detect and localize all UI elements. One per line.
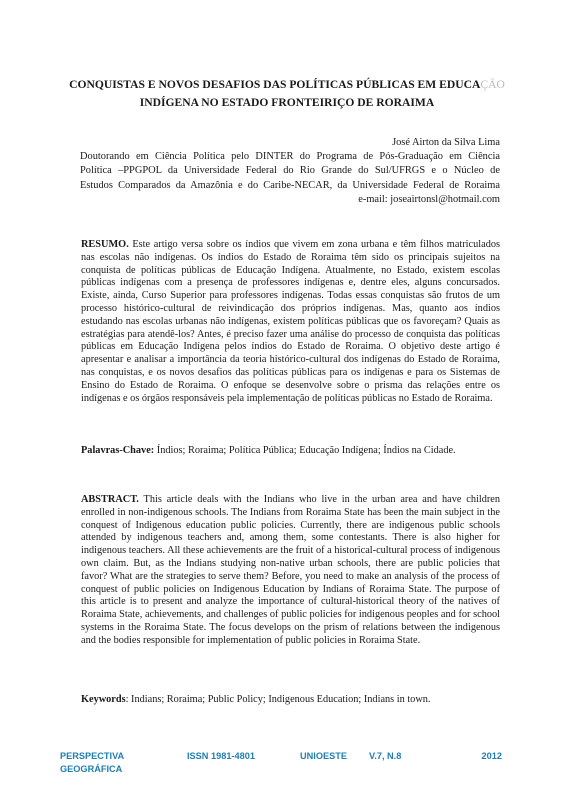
title-line-1 bbox=[60, 76, 514, 94]
article-title bbox=[60, 76, 514, 112]
resumo-text: Este artigo versa sobre os índios que vivem em zona urbana e têm filhos matriculados nas escolas não indígenas. Os índios do Estado de Roraima têm sido os principais sujeitos na conquista de políticas públicas de Educação Indígena. Atualmente, no Estado, existem escolas públicas indígenas com a presença de professores indígenas e, dentre eles, alguns concursados. Existe, ainda, Curso Superior para professores indígenas. Todas essas conquistas são frutos de um processo histórico-cultural de reivindicação dos próprios indígenas. Mas, quanto aos índios estudando nas escolas urbanas não indígenas, existem políticas públicas que os favoreçam? Quais as estratégias para atendê-los? Antes, é preciso fazer uma análise do processo de conquista das políticas públicas em Educação Indígena pelos índios do Estado de Roraima. O objetivo deste artigo é apresentar e analisar a importância da teoria histórico-cultural dos indígenas do Estado de Roraima, nas conquistas, e os novos desafios das políticas públicas para os indígenas e para os Sistemas de Ensino do Estado de Roraima. O enfoque se desenvolve sobre o prisma das relações entre os indígenas e os órgãos responsáveis pela implementação de políticas públicas no Estado de Roraima. bbox=[81, 239, 500, 404]
footer-year: 2012 bbox=[481, 751, 502, 761]
title-line-1-tail: ÇÃO bbox=[480, 78, 505, 91]
author-block bbox=[80, 136, 500, 207]
keywords-text: : Indians; Roraima; Public Policy; Indigenous Education; Indians in town. bbox=[125, 694, 431, 705]
author-affiliation-line-2: Política –PPGPOL da Universidade Federal do Rio Grande do Sul/UFRGS e o Núcleo de bbox=[80, 165, 500, 177]
author-email: e-mail: joseairtonsl@hotmail.com bbox=[358, 193, 500, 205]
abstract-paragraph bbox=[81, 494, 500, 648]
abstract-label: ABSTRACT. bbox=[81, 494, 139, 505]
resumo-paragraph bbox=[81, 239, 500, 405]
footer-issn: ISSN 1981-4801 bbox=[187, 751, 255, 761]
author-name: José Airton da Silva Lima bbox=[392, 137, 500, 148]
title-line-1-main: CONQUISTAS E NOVOS DESAFIOS DAS POLÍTICAS PÚBLICAS EM EDUCA bbox=[69, 78, 481, 91]
keywords-paragraph bbox=[81, 694, 500, 707]
footer-journal-line-2: GEOGRÁFICA bbox=[60, 763, 123, 774]
resumo-label: RESUMO. bbox=[81, 239, 129, 250]
abstract-text: This article deals with the Indians who live in the urban area and have children enrolled in non-indigenous schools. The Indians from Roraima State has been the main subject in the conquest of Indigenous education public policies. Currently, there are indigenous public schools attended by indigenous teachers and, among them, some contestants. There is also higher for indigenous teachers. All these achievements are the fruit of a historical-cultural process of indigenous own claim. But, as the Indians studying non-native urban schools, there are public policies that favor? What are the strategies to serve them? Before, you need to make an analysis of the process of conquest of public policies on Indigenous Education by Indians of Roraima State. The purpose of this article is to present and analyze the importance of cultural-historical theory of the natives of Roraima State, achievements, and challenges of public policies for indigenous peoples and for school systems in the Roraima State. The focus develops on the prism of relations between the indigenous and the bodies responsible for implementation of public policies in Roraima State. bbox=[81, 494, 501, 646]
footer-journal-line-1: PERSPECTIVA bbox=[60, 751, 125, 761]
footer-institution: UNIOESTE bbox=[300, 751, 347, 761]
palavras-chave-label: Palavras-Chave: bbox=[81, 445, 155, 456]
footer-journal bbox=[60, 750, 124, 775]
author-affiliation-line-3: Estudos Comparados da Amazônia e do Caribe-NECAR, da Universidade Federal de Roraima bbox=[80, 179, 500, 191]
title-line-2: INDÍGENA NO ESTADO FRONTEIRIÇO DE RORAIMA bbox=[139, 96, 435, 109]
palavras-chave-text: Índios; Roraima; Política Pública; Educação Indígena; Índios na Cidade. bbox=[156, 445, 456, 456]
keywords-label: Keywords bbox=[81, 694, 126, 705]
palavras-chave-paragraph bbox=[81, 445, 500, 458]
author-affiliation-line-1: Doutorando em Ciência Política pelo DINTER do Programa de Pós-Graduação em Ciência bbox=[80, 151, 500, 163]
footer-volume: V.7, N.8 bbox=[369, 751, 402, 761]
